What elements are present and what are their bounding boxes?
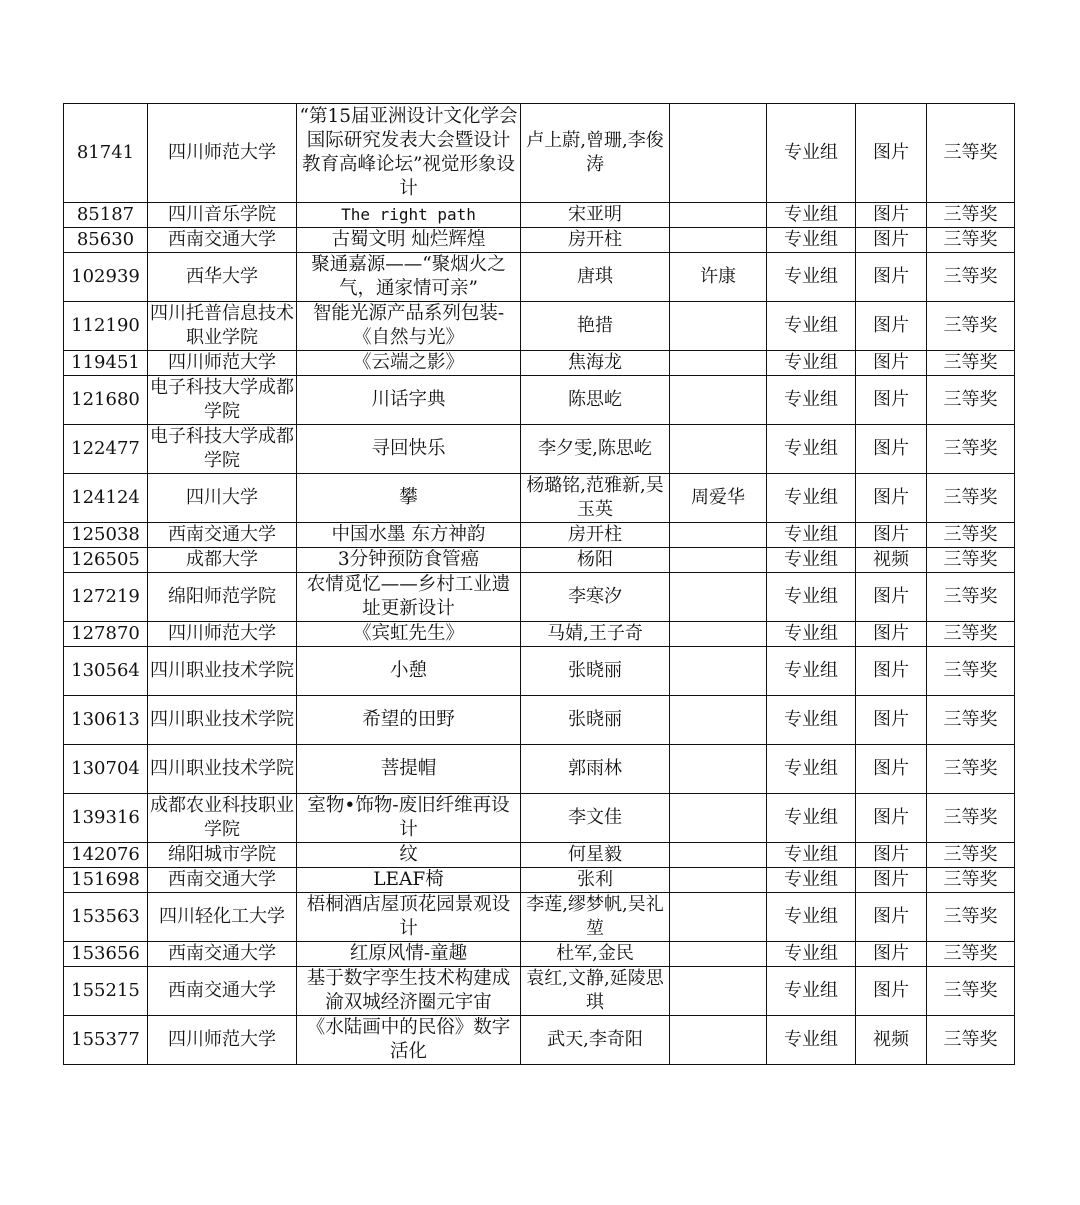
group-cell: 专业组 [767, 942, 856, 967]
category-cell: 图片 [856, 523, 927, 548]
group-cell: 专业组 [767, 228, 856, 253]
category-cell: 视频 [856, 1016, 927, 1065]
authors-cell: 杨璐铭,范雅新,吴玉英 [521, 474, 670, 523]
award-cell: 三等奖 [927, 893, 1015, 942]
advisor-cell [670, 376, 767, 425]
work-title-cell: 古蜀文明 灿烂辉煌 [297, 228, 521, 253]
school-cell: 四川师范大学 [148, 104, 297, 203]
work-title-cell: 室物•饰物-废旧纤维再设计 [297, 794, 521, 843]
school-cell: 四川师范大学 [148, 622, 297, 647]
advisor-cell [670, 228, 767, 253]
award-cell: 三等奖 [927, 1016, 1015, 1065]
category-cell: 图片 [856, 425, 927, 474]
category-cell: 图片 [856, 104, 927, 203]
table-row [64, 696, 1015, 745]
advisor-cell [670, 647, 767, 696]
school-cell: 西南交通大学 [148, 523, 297, 548]
award-cell: 三等奖 [927, 573, 1015, 622]
authors-cell: 房开柱 [521, 228, 670, 253]
entry-id-cell: 127219 [64, 573, 148, 622]
authors-cell: 李寒汐 [521, 573, 670, 622]
table-row [64, 794, 1015, 843]
category-cell: 图片 [856, 253, 927, 302]
category-cell: 图片 [856, 967, 927, 1016]
school-cell: 西南交通大学 [148, 967, 297, 1016]
table-row [64, 253, 1015, 302]
advisor-cell [670, 622, 767, 647]
authors-cell: 焦海龙 [521, 351, 670, 376]
school-cell: 成都大学 [148, 548, 297, 573]
table-row [64, 523, 1015, 548]
entry-id-cell: 155377 [64, 1016, 148, 1065]
group-cell: 专业组 [767, 893, 856, 942]
group-cell: 专业组 [767, 868, 856, 893]
award-cell: 三等奖 [927, 474, 1015, 523]
award-cell: 三等奖 [927, 351, 1015, 376]
school-cell: 四川轻化工大学 [148, 893, 297, 942]
school-cell: 西华大学 [148, 253, 297, 302]
table-row [64, 203, 1015, 228]
work-title-cell: 纹 [297, 843, 521, 868]
award-cell: 三等奖 [927, 745, 1015, 794]
school-cell: 西南交通大学 [148, 228, 297, 253]
school-cell: 西南交通大学 [148, 942, 297, 967]
entry-id-cell: 130564 [64, 647, 148, 696]
entry-id-cell: 126505 [64, 548, 148, 573]
school-cell: 四川职业技术学院 [148, 745, 297, 794]
table-row [64, 548, 1015, 573]
category-cell: 图片 [856, 351, 927, 376]
authors-cell: 宋亚明 [521, 203, 670, 228]
group-cell: 专业组 [767, 548, 856, 573]
work-title-cell: The right path [297, 203, 521, 228]
authors-cell: 杨阳 [521, 548, 670, 573]
award-cell: 三等奖 [927, 203, 1015, 228]
advisor-cell [670, 893, 767, 942]
advisor-cell [670, 1016, 767, 1065]
category-cell: 图片 [856, 573, 927, 622]
authors-cell: 马婧,王子奇 [521, 622, 670, 647]
award-cell: 三等奖 [927, 253, 1015, 302]
work-title-cell: 《云端之影》 [297, 351, 521, 376]
category-cell: 图片 [856, 203, 927, 228]
school-cell: 四川托普信息技术职业学院 [148, 302, 297, 351]
work-title-cell: 《水陆画中的民俗》数字活化 [297, 1016, 521, 1065]
authors-cell: 武天,李奇阳 [521, 1016, 670, 1065]
table-row [64, 228, 1015, 253]
award-cell: 三等奖 [927, 228, 1015, 253]
award-cell: 三等奖 [927, 548, 1015, 573]
work-title-cell: 川话字典 [297, 376, 521, 425]
category-cell: 图片 [856, 868, 927, 893]
group-cell: 专业组 [767, 203, 856, 228]
group-cell: 专业组 [767, 647, 856, 696]
authors-cell: 何星毅 [521, 843, 670, 868]
entry-id-cell: 155215 [64, 967, 148, 1016]
school-cell: 电子科技大学成都学院 [148, 425, 297, 474]
work-title-cell: 红原风情-童趣 [297, 942, 521, 967]
group-cell: 专业组 [767, 474, 856, 523]
advisor-cell [670, 104, 767, 203]
group-cell: 专业组 [767, 967, 856, 1016]
group-cell: 专业组 [767, 351, 856, 376]
award-cell: 三等奖 [927, 622, 1015, 647]
award-cell: 三等奖 [927, 376, 1015, 425]
authors-cell: 艳措 [521, 302, 670, 351]
authors-cell: 张晓丽 [521, 647, 670, 696]
table-row [64, 622, 1015, 647]
group-cell: 专业组 [767, 573, 856, 622]
entry-id-cell: 85187 [64, 203, 148, 228]
work-title-cell: 农情觅忆——乡村工业遗址更新设计 [297, 573, 521, 622]
work-title-cell: 希望的田野 [297, 696, 521, 745]
group-cell: 专业组 [767, 425, 856, 474]
school-cell: 绵阳城市学院 [148, 843, 297, 868]
award-cell: 三等奖 [927, 302, 1015, 351]
work-title-cell: 《宾虹先生》 [297, 622, 521, 647]
advisor-cell [670, 967, 767, 1016]
authors-cell: 李莲,缪梦帆,吴礼堃 [521, 893, 670, 942]
school-cell: 四川师范大学 [148, 1016, 297, 1065]
award-cell: 三等奖 [927, 868, 1015, 893]
advisor-cell: 许康 [670, 253, 767, 302]
table-row [64, 893, 1015, 942]
awards-table [63, 103, 1015, 1065]
table-row [64, 425, 1015, 474]
table-row [64, 745, 1015, 794]
table-row [64, 843, 1015, 868]
entry-id-cell: 127870 [64, 622, 148, 647]
group-cell: 专业组 [767, 523, 856, 548]
award-cell: 三等奖 [927, 104, 1015, 203]
work-title-cell: 基于数字孪生技术构建成渝双城经济圈元宇宙 [297, 967, 521, 1016]
category-cell: 图片 [856, 696, 927, 745]
table-row [64, 302, 1015, 351]
category-cell: 图片 [856, 942, 927, 967]
advisor-cell [670, 696, 767, 745]
table-row [64, 868, 1015, 893]
group-cell: 专业组 [767, 253, 856, 302]
entry-id-cell: 119451 [64, 351, 148, 376]
group-cell: 专业组 [767, 376, 856, 425]
advisor-cell [670, 302, 767, 351]
table-row [64, 104, 1015, 203]
entry-id-cell: 102939 [64, 253, 148, 302]
category-cell: 视频 [856, 548, 927, 573]
advisor-cell [670, 868, 767, 893]
entry-id-cell: 130613 [64, 696, 148, 745]
school-cell: 四川职业技术学院 [148, 647, 297, 696]
authors-cell: 袁红,文静,延陵思琪 [521, 967, 670, 1016]
entry-id-cell: 151698 [64, 868, 148, 893]
work-title-cell: 小憩 [297, 647, 521, 696]
school-cell: 四川师范大学 [148, 351, 297, 376]
award-cell: 三等奖 [927, 967, 1015, 1016]
advisor-cell [670, 942, 767, 967]
work-title-cell: 攀 [297, 474, 521, 523]
work-title-cell: 中国水墨 东方神韵 [297, 523, 521, 548]
entry-id-cell: 130704 [64, 745, 148, 794]
table-row [64, 351, 1015, 376]
advisor-cell [670, 573, 767, 622]
authors-cell: 杜军,金民 [521, 942, 670, 967]
category-cell: 图片 [856, 228, 927, 253]
entry-id-cell: 153656 [64, 942, 148, 967]
entry-id-cell: 124124 [64, 474, 148, 523]
work-title-cell: “第15届亚洲设计文化学会国际研究发表大会暨设计教育高峰论坛”视觉形象设计 [297, 104, 521, 203]
category-cell: 图片 [856, 622, 927, 647]
work-title-cell: 梧桐酒店屋顶花园景观设计 [297, 893, 521, 942]
award-cell: 三等奖 [927, 942, 1015, 967]
work-title-cell: 3分钟预防食管癌 [297, 548, 521, 573]
entry-id-cell: 121680 [64, 376, 148, 425]
advisor-cell [670, 794, 767, 843]
table-row [64, 376, 1015, 425]
work-title-cell: 寻回快乐 [297, 425, 521, 474]
authors-cell: 李文佳 [521, 794, 670, 843]
authors-cell: 李夕雯,陈思屹 [521, 425, 670, 474]
award-cell: 三等奖 [927, 696, 1015, 745]
table-row [64, 942, 1015, 967]
school-cell: 四川职业技术学院 [148, 696, 297, 745]
group-cell: 专业组 [767, 745, 856, 794]
advisor-cell [670, 548, 767, 573]
entry-id-cell: 139316 [64, 794, 148, 843]
entry-id-cell: 112190 [64, 302, 148, 351]
category-cell: 图片 [856, 843, 927, 868]
award-cell: 三等奖 [927, 425, 1015, 474]
group-cell: 专业组 [767, 696, 856, 745]
group-cell: 专业组 [767, 104, 856, 203]
table-body [64, 104, 1015, 1065]
table-row [64, 474, 1015, 523]
entry-id-cell: 122477 [64, 425, 148, 474]
advisor-cell [670, 523, 767, 548]
award-cell: 三等奖 [927, 523, 1015, 548]
school-cell: 电子科技大学成都学院 [148, 376, 297, 425]
group-cell: 专业组 [767, 794, 856, 843]
work-title-cell: 智能光源产品系列包装-《自然与光》 [297, 302, 521, 351]
advisor-cell [670, 843, 767, 868]
authors-cell: 陈思屹 [521, 376, 670, 425]
authors-cell: 张晓丽 [521, 696, 670, 745]
group-cell: 专业组 [767, 1016, 856, 1065]
entry-id-cell: 153563 [64, 893, 148, 942]
school-cell: 绵阳师范学院 [148, 573, 297, 622]
category-cell: 图片 [856, 647, 927, 696]
authors-cell: 唐琪 [521, 253, 670, 302]
school-cell: 成都农业科技职业学院 [148, 794, 297, 843]
entry-id-cell: 125038 [64, 523, 148, 548]
entry-id-cell: 81741 [64, 104, 148, 203]
category-cell: 图片 [856, 376, 927, 425]
advisor-cell [670, 425, 767, 474]
table-row [64, 573, 1015, 622]
group-cell: 专业组 [767, 302, 856, 351]
authors-cell: 郭雨林 [521, 745, 670, 794]
group-cell: 专业组 [767, 622, 856, 647]
advisor-cell [670, 745, 767, 794]
award-cell: 三等奖 [927, 647, 1015, 696]
table-row [64, 647, 1015, 696]
school-cell: 西南交通大学 [148, 868, 297, 893]
award-cell: 三等奖 [927, 794, 1015, 843]
category-cell: 图片 [856, 893, 927, 942]
table-row [64, 967, 1015, 1016]
category-cell: 图片 [856, 745, 927, 794]
authors-cell: 房开柱 [521, 523, 670, 548]
school-cell: 四川大学 [148, 474, 297, 523]
advisor-cell [670, 351, 767, 376]
school-cell: 四川音乐学院 [148, 203, 297, 228]
entry-id-cell: 142076 [64, 843, 148, 868]
category-cell: 图片 [856, 302, 927, 351]
award-cell: 三等奖 [927, 843, 1015, 868]
authors-cell: 卢上蔚,曾珊,李俊涛 [521, 104, 670, 203]
table-row [64, 1016, 1015, 1065]
advisor-cell: 周爱华 [670, 474, 767, 523]
entry-id-cell: 85630 [64, 228, 148, 253]
authors-cell: 张利 [521, 868, 670, 893]
work-title-cell: 聚通嘉源——“聚烟火之气，通家情可亲” [297, 253, 521, 302]
category-cell: 图片 [856, 474, 927, 523]
group-cell: 专业组 [767, 843, 856, 868]
work-title-cell: LEAF椅 [297, 868, 521, 893]
work-title-cell: 菩提帽 [297, 745, 521, 794]
category-cell: 图片 [856, 794, 927, 843]
advisor-cell [670, 203, 767, 228]
